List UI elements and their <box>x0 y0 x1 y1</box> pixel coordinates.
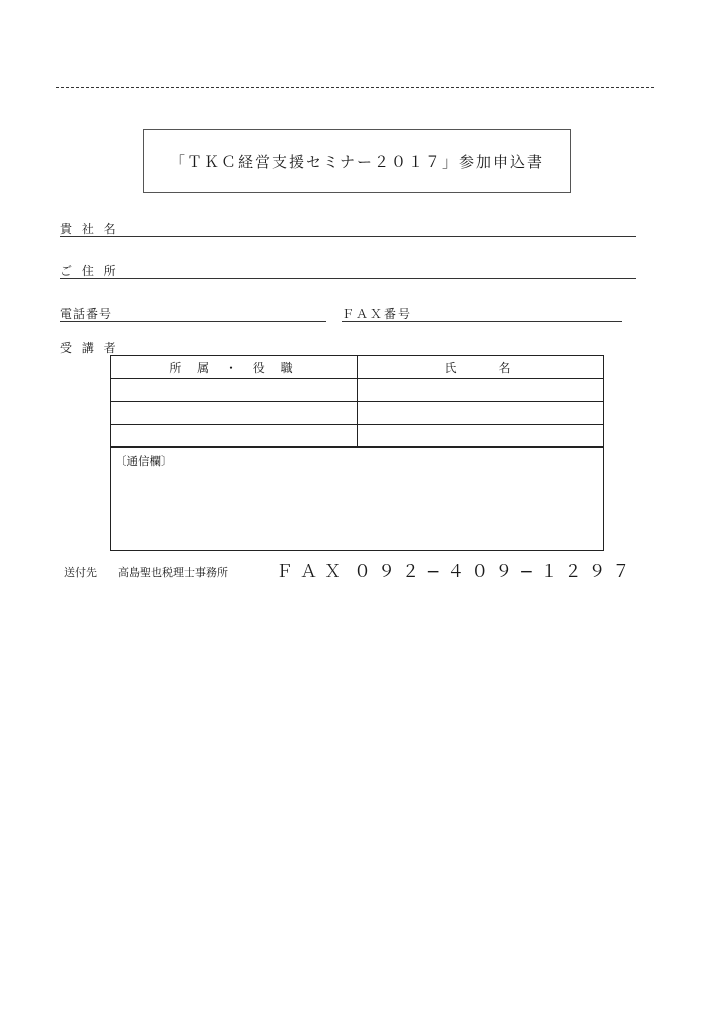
title-box <box>143 129 571 193</box>
attendee-table <box>110 355 604 448</box>
fax-big-label: ＦＡＸ <box>276 562 348 582</box>
office-name: 高島聖也税理士事務所 <box>118 566 228 579</box>
notes-box[interactable] <box>110 446 604 551</box>
table-row-2-name-cell[interactable] <box>359 402 603 424</box>
fax-number: ０９２−４０９−１２９７ <box>354 562 637 582</box>
company-field[interactable] <box>60 236 636 237</box>
attendees-label: 受 講 者 <box>60 341 119 355</box>
table-row-2-affiliation-cell[interactable] <box>111 402 357 424</box>
table-row-3-affiliation-cell[interactable] <box>111 425 357 446</box>
table-row-3-name-cell[interactable] <box>359 425 603 446</box>
fax-label: ＦＡＸ番号 <box>342 307 413 321</box>
header-name: 氏 名 <box>444 361 517 375</box>
company-label: 貴 社 名 <box>60 222 119 236</box>
phone-label: 電話番号 <box>60 307 113 321</box>
fax-field[interactable] <box>342 321 622 322</box>
cut-line-dashed <box>56 87 654 88</box>
table-row-1-name-cell[interactable] <box>359 379 603 401</box>
notes-label: 〔通信欄〕 <box>115 454 173 468</box>
form-title: 「ＴＫＣ経営支援セミナー２０１７」参加申込書 <box>169 152 544 171</box>
header-affiliation: 所 属 ・ 役 職 <box>169 361 299 375</box>
send-to-label: 送付先 <box>64 566 97 579</box>
table-row-1-affiliation-cell[interactable] <box>111 379 357 401</box>
address-label: ご 住 所 <box>60 264 119 278</box>
phone-field[interactable] <box>60 321 326 322</box>
address-field[interactable] <box>60 278 636 279</box>
